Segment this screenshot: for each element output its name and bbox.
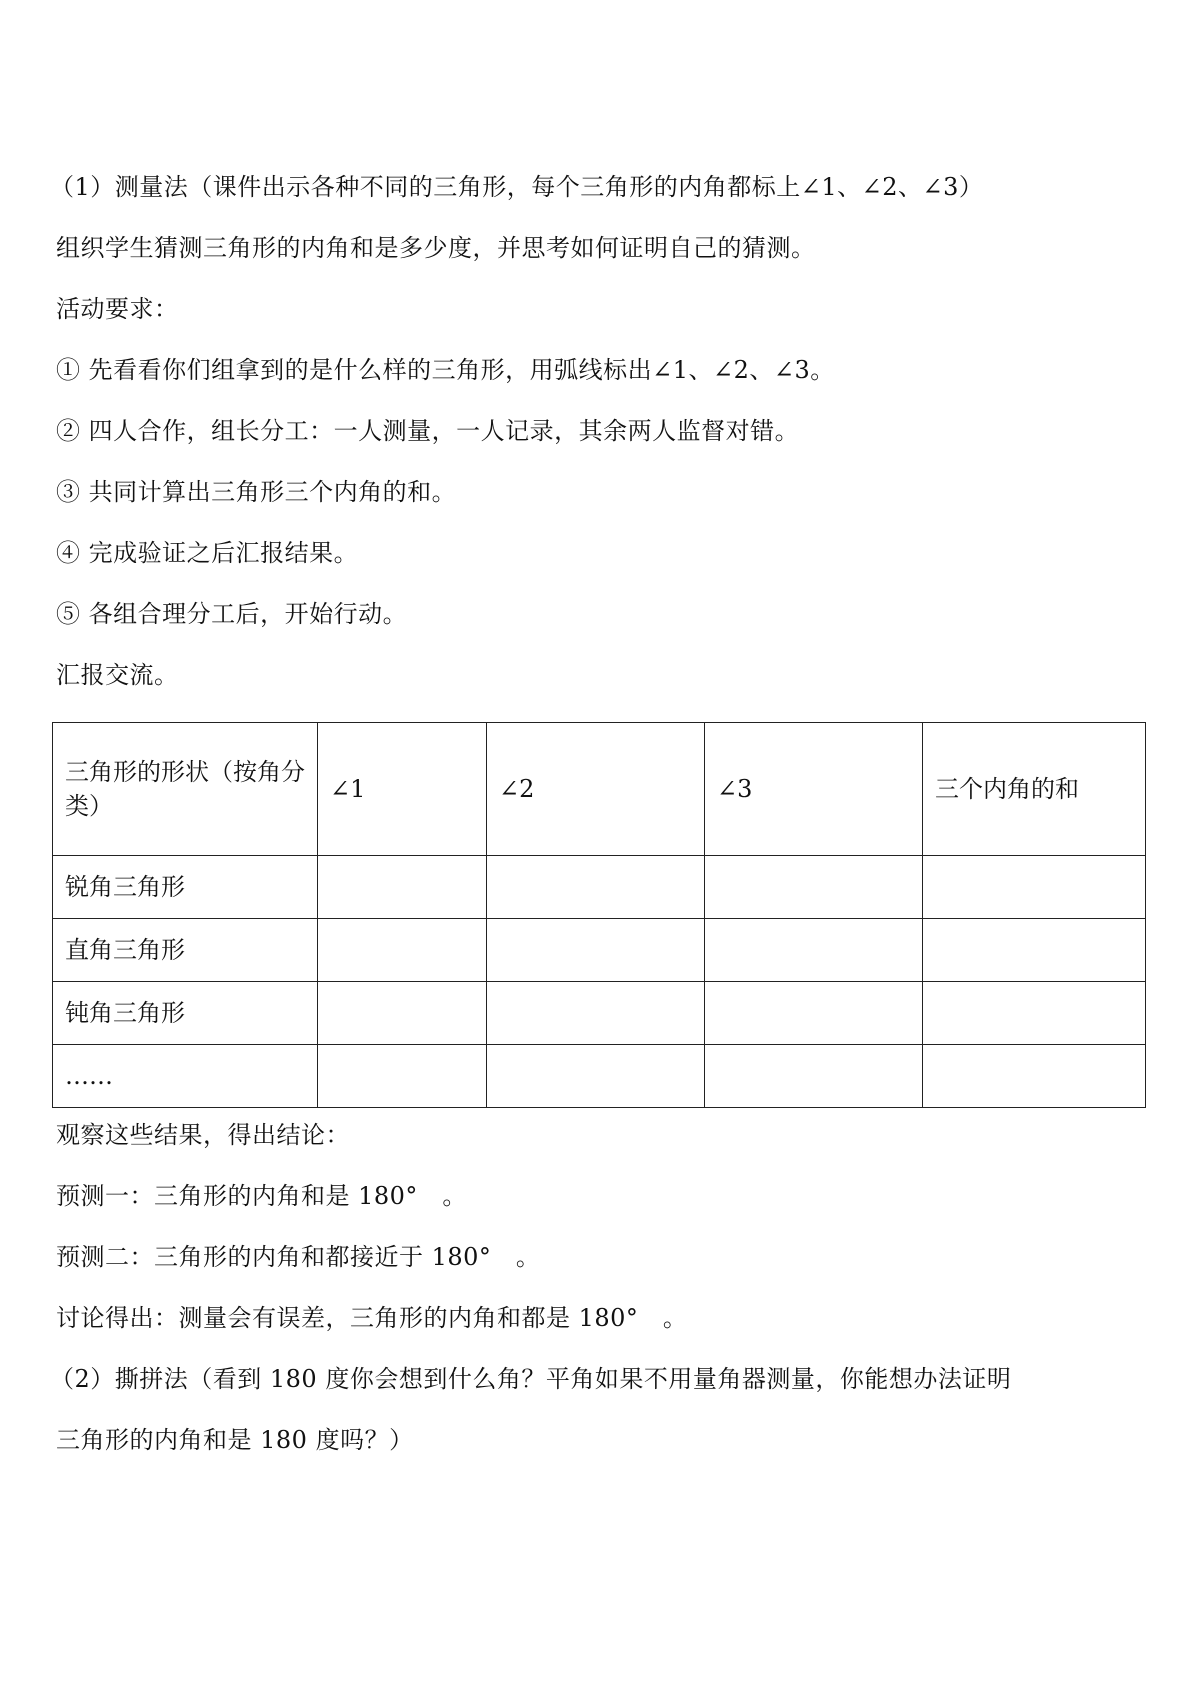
row-label-obtuse: 钝角三角形 bbox=[53, 982, 318, 1045]
table-cell bbox=[318, 982, 487, 1045]
paragraph-report-exchange: 汇报交流。 bbox=[56, 661, 179, 689]
table-header-row bbox=[53, 723, 1146, 856]
table-cell bbox=[923, 919, 1146, 982]
table-cell bbox=[487, 982, 705, 1045]
row-label-right: 直角三角形 bbox=[53, 919, 318, 982]
row-label-acute: 锐角三角形 bbox=[53, 856, 318, 919]
table-row bbox=[53, 982, 1146, 1045]
table-cell bbox=[923, 856, 1146, 919]
table-cell bbox=[705, 1045, 923, 1108]
requirement-item-3: ③ 共同计算出三角形三个内角的和。 bbox=[56, 478, 457, 506]
requirement-item-2: ② 四人合作，组长分工：一人测量，一人记录，其余两人监督对错。 bbox=[56, 417, 800, 445]
table-cell bbox=[705, 982, 923, 1045]
discussion-conclusion: 讨论得出：测量会有误差，三角形的内角和都是 180° 。 bbox=[56, 1304, 688, 1332]
prediction-two: 预测二：三角形的内角和都接近于 180° 。 bbox=[56, 1243, 541, 1271]
requirement-item-5: ⑤ 各组合理分工后，开始行动。 bbox=[56, 600, 408, 628]
header-angle-sum: 三个内角的和 bbox=[923, 723, 1146, 856]
header-angle-1: ∠1 bbox=[318, 723, 487, 856]
table-row bbox=[53, 856, 1146, 919]
paragraph-tear-method: （2）撕拼法（看到 180 度你会想到什么角？平角如果不用量角器测量，你能想办法证明 bbox=[50, 1365, 1012, 1393]
table-cell bbox=[318, 919, 487, 982]
header-angle-3: ∠3 bbox=[705, 723, 923, 856]
header-angle-2: ∠2 bbox=[487, 723, 705, 856]
row-label-ellipsis: …… bbox=[53, 1045, 318, 1108]
prediction-one: 预测一：三角形的内角和是 180° 。 bbox=[56, 1182, 467, 1210]
table-cell bbox=[705, 856, 923, 919]
table-cell bbox=[487, 1045, 705, 1108]
requirement-item-4: ④ 完成验证之后汇报结果。 bbox=[56, 539, 359, 567]
header-shape: 三角形的形状（按角分类） bbox=[53, 723, 318, 856]
requirement-item-1: ① 先看看你们组拿到的是什么样的三角形，用弧线标出∠1、∠2、∠3。 bbox=[56, 356, 835, 384]
paragraph-tear-method-cont: 三角形的内角和是 180 度吗？） bbox=[56, 1426, 414, 1454]
table-cell bbox=[705, 919, 923, 982]
table-cell bbox=[318, 1045, 487, 1108]
paragraph-guess: 组织学生猜测三角形的内角和是多少度，并思考如何证明自己的猜测。 bbox=[56, 234, 816, 262]
table-row bbox=[53, 1045, 1146, 1108]
table-cell bbox=[487, 856, 705, 919]
angle-measurement-table bbox=[52, 722, 1146, 1108]
table-cell bbox=[923, 982, 1146, 1045]
table-cell bbox=[923, 1045, 1146, 1108]
table-row bbox=[53, 919, 1146, 982]
table-cell bbox=[318, 856, 487, 919]
paragraph-observe: 观察这些结果，得出结论： bbox=[56, 1121, 350, 1149]
paragraph-measure-method: （1）测量法（课件出示各种不同的三角形，每个三角形的内角都标上∠1、∠2、∠3） bbox=[50, 173, 984, 201]
paragraph-activity-requirements: 活动要求： bbox=[56, 295, 179, 323]
table-cell bbox=[487, 919, 705, 982]
